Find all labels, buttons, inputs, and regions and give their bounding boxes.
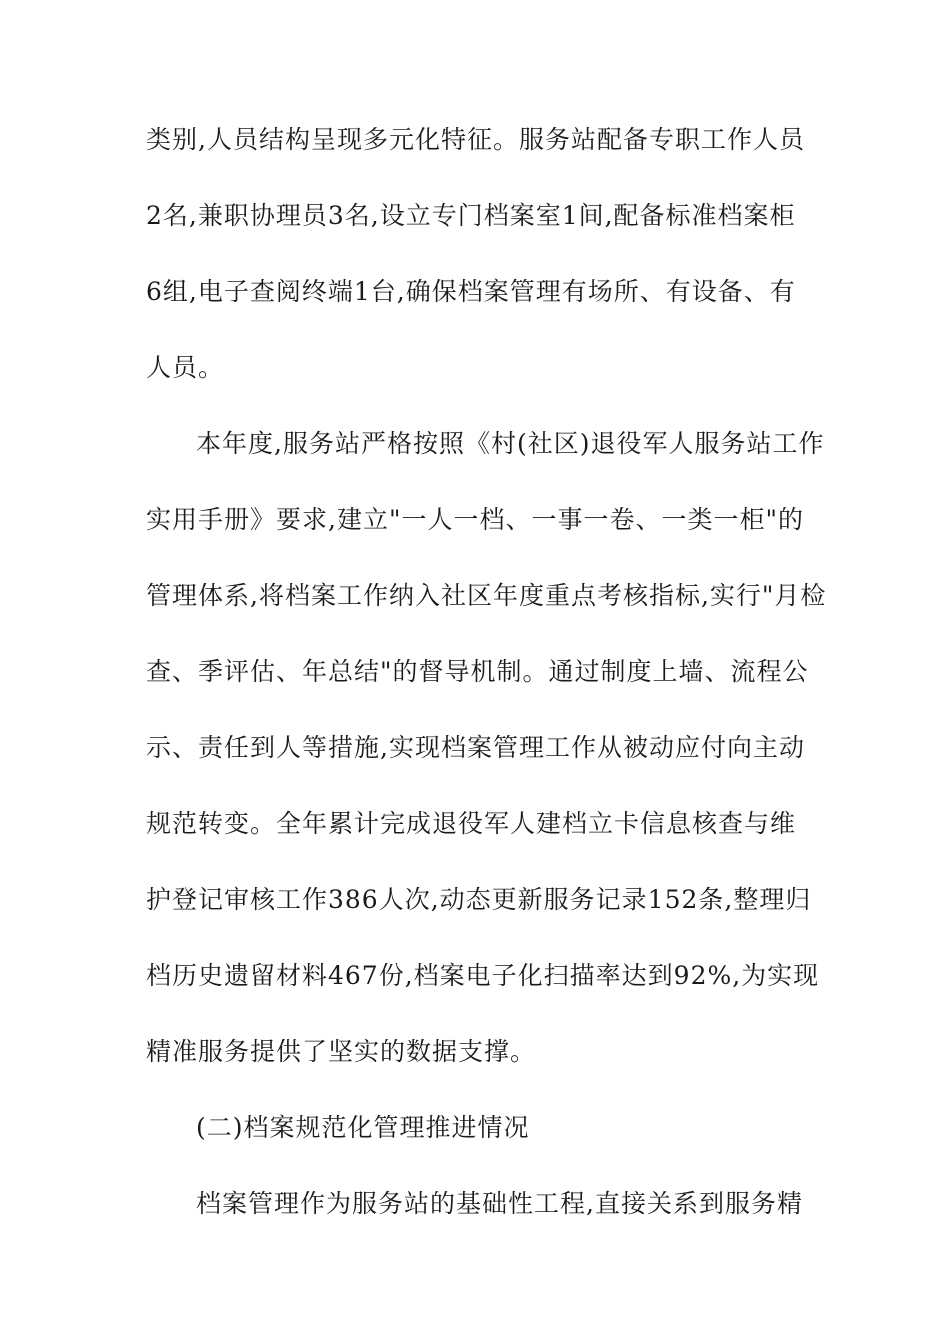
paragraph-line: 管理体系,将档案工作纳入社区年度重点考核指标,实行"月检 bbox=[146, 581, 827, 610]
paragraph-line: 示、责任到人等措施,实现档案管理工作从被动应付向主动 bbox=[146, 733, 805, 762]
paragraph-line: 档案管理作为服务站的基础性工程,直接关系到服务精 bbox=[196, 1189, 803, 1218]
paragraph-line: 类别,人员结构呈现多元化特征。服务站配备专职工作人员 bbox=[146, 125, 805, 154]
paragraph-line: 档历史遗留材料467份,档案电子化扫描率达到92%,为实现 bbox=[146, 961, 820, 990]
paragraph-line: 人员。 bbox=[146, 353, 225, 382]
paragraph-line: 护登记审核工作386人次,动态更新服务记录152条,整理归 bbox=[146, 885, 812, 914]
paragraph-line: 6组,电子查阅终端1台,确保档案管理有场所、有设备、有 bbox=[146, 277, 796, 306]
paragraph-line: 精准服务提供了坚实的数据支撑。 bbox=[146, 1037, 537, 1066]
paragraph-line: 2名,兼职协理员3名,设立专门档案室1间,配备标准档案柜 bbox=[146, 201, 796, 230]
paragraph-line: 查、季评估、年总结"的督导机制。通过制度上墙、流程公 bbox=[146, 657, 809, 686]
section-heading: (二)档案规范化管理推进情况 bbox=[196, 1113, 530, 1142]
paragraph-line: 实用手册》要求,建立"一人一档、一事一卷、一类一柜"的 bbox=[146, 505, 804, 534]
paragraph-line: 规范转变。全年累计完成退役军人建档立卡信息核查与维 bbox=[146, 809, 797, 838]
paragraph-line: 本年度,服务站严格按照《村(社区)退役军人服务站工作 bbox=[196, 429, 825, 458]
